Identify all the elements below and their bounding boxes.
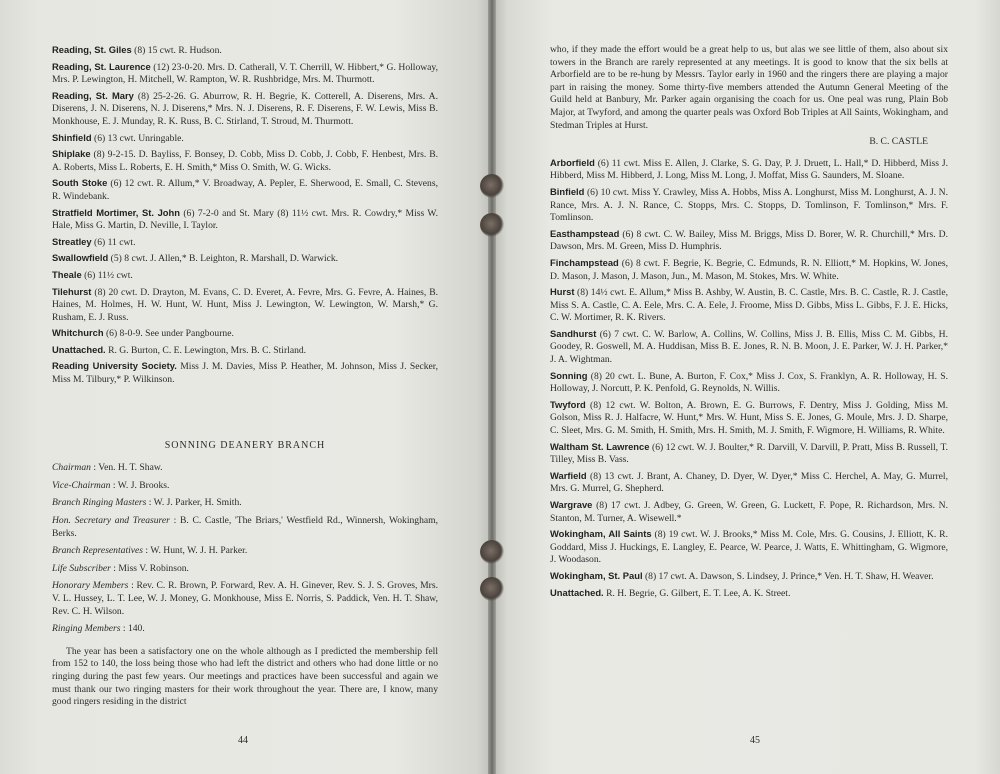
tower-entry [550, 157, 948, 183]
tower-details: R. G. Burton, C. E. Lewington, Mrs. B. C. Stirland. [108, 344, 307, 356]
left-column [52, 44, 438, 709]
tower-details: (8) 17 cwt. A. Dawson, S. Lindsey, J. Prince,* Ven. H. T. Shaw, H. Weaver. [644, 570, 934, 582]
tower-entry [550, 570, 948, 584]
officer-role: Ringing Members [52, 623, 121, 635]
tower-name: Reading, St. Laurence [52, 60, 151, 72]
left-page [0, 0, 492, 774]
tower-entry [52, 286, 438, 325]
tower-details: (8) 15 cwt. R. Hudson. [134, 45, 222, 56]
binding-staple [480, 540, 504, 564]
officer-role: Chairman [52, 462, 91, 474]
tower-details: (12) 23-0-20. Mrs. D. Catherall, V. T. Cherrill, W. Hibbert,* G. Holloway, Mrs. P. Lewington, H. Mitchell, W. Rampton, W. R. Rushbridge, Mrs. M. Thurmott. [52, 61, 439, 86]
officer-role: Vice-Chairman [52, 479, 111, 491]
tower-name: Shinfield [52, 131, 92, 143]
tower-name: Hurst [550, 286, 575, 298]
tower-name: Theale [52, 268, 82, 280]
binding-staple [480, 174, 504, 198]
tower-entry [550, 399, 948, 438]
officer-role: Branch Ringing Masters [52, 497, 147, 509]
page-number-left: 44 [238, 735, 248, 746]
tower-details: Miss J. M. Davies, Miss P. Heather, M. Johnson, Miss J. Secker, Miss M. Tilbury,* P. Wilkinson. [52, 361, 439, 386]
binding-staple [480, 577, 504, 601]
tower-entry [52, 44, 438, 58]
tower-name: Finchampstead [550, 256, 619, 268]
officer-names: Ven. H. T. Shaw. [98, 462, 163, 474]
tower-name: Twyford [550, 398, 586, 410]
tower-details: (6) 12 cwt. R. Allum,* V. Broadway, A. Pepler, E. Sherwood, E. Small, C. Stevens, R. Windebank. [52, 178, 438, 202]
tower-entry [52, 61, 438, 87]
tower-details: (8) 17 cwt. J. Adbey, G. Green, W. Green, G. Luckett, F. Pope, R. Richardson, Mrs. N. Stanton, M. Turner, A. Wisewell.* [550, 500, 948, 524]
tower-entry [52, 252, 438, 266]
officer-line: Life Subscriber : Miss V. Robinson. [52, 562, 189, 574]
tower-entry [550, 228, 948, 254]
tower-name: Wokingham, St. Paul [550, 569, 643, 581]
tower-name: Warfield [550, 469, 587, 481]
tower-entry [550, 470, 948, 496]
tower-name: Streatley [52, 235, 92, 247]
tower-entry [52, 207, 438, 233]
tower-name: Easthampstead [550, 227, 620, 239]
tower-details: (6) 8-0-9. See under Pangbourne. [105, 328, 234, 340]
officer-list [52, 462, 438, 636]
officer-role: Honorary Members [52, 580, 129, 592]
officer-line: Hon. Secretary and Treasurer : B. C. Castle, 'The Briars,' Westfield Rd., Winnersh, Wokingham, Berks. [52, 515, 439, 539]
tower-entry [52, 236, 438, 250]
tower-details: (8) 9-2-15. D. Bayliss, F. Bonsey, D. Cobb, Miss D. Cobb, J. Cobb, F. Henbest, Mrs. B. A. Roberts, Miss L. Roberts, E. H. Smith,* Miss O. Smith, W. G. Wicks. [52, 149, 438, 173]
tower-name: Wokingham, All Saints [550, 528, 652, 540]
signature: B. C. CASTLE [869, 136, 928, 148]
tower-details: R. H. Begrie, G. Gilbert, E. T. Lee, A. K. Street. [606, 587, 791, 599]
tower-details: (8) 12 cwt. W. Bolton, A. Brown, E. G. Burrows, F. Dentry, Miss J. Golding, Miss M. Golson, Miss R. J. Halfacre, W. Hunt,* Mrs. W. Hunt, Miss S. E. Jones, G. Moule, Mrs. J. D. Sharpe, C. Sleet, Mrs. G. M. Smith, H. Smith, Mrs. H. Smith, M. J. Smith, F. Wigmore, H. Williams, R. White. [550, 399, 948, 437]
tower-entry [550, 286, 948, 325]
tower-entry [52, 360, 438, 386]
tower-details: (6) 7 cwt. C. W. Barlow, A. Collins, W. Collins, Miss J. B. Ellis, Miss C. M. Gibbs, H. Goodey, R. Goswell, M. A. Huddisan, Miss B. E. Jones, R. N. B. Moon, J. E. Parker, W. J. H. Parker,* J. A. Wightman. [550, 328, 948, 366]
tower-details: (5) 8 cwt. J. Allen,* B. Leighton, R. Marshall, D. Warwick. [110, 253, 339, 265]
book-gutter [488, 0, 496, 774]
tower-name: Binfield [550, 185, 585, 197]
officer-role: Life Subscriber [52, 562, 111, 574]
tower-name: Whitchurch [52, 327, 104, 339]
tower-name: Reading, St. Mary [52, 89, 134, 101]
tower-details: (8) 14½ cwt. E. Allum,* Miss B. Ashby, W. Austin, B. C. Castle, Mrs. B. C. Castle, R. J. Castle, Miss S. A. Castle, C. A. Eele, Mrs. C. A. Eele, J. Froome, Miss D. Gibbs, Miss L. Gibbs, F. J. E. Hicks, C. W. Mortimer, R. K. Rivers. [550, 287, 948, 324]
tower-entry [52, 269, 438, 283]
report-paragraph-start: The year has been a satisfactory one on the whole although as I predicted the membership fell from 152 to 140, the loss being those who had left the district and others who had done little or no ringing during the past few years. Our meetings and practices have been successful and again we must thank our two ringing masters for their work throughout the year. There are, I know, many good ringers residing in the district [52, 645, 438, 708]
tower-entry [550, 499, 948, 525]
officer-line: Vice-Chairman : W. J. Brooks. [52, 479, 170, 491]
tower-details: (6) 11 cwt. [94, 236, 136, 248]
binding-staple [480, 213, 504, 237]
tower-name: Tilehurst [52, 285, 92, 297]
tower-entry [550, 528, 948, 567]
right-tower-list [550, 157, 948, 600]
tower-name: Waltham St. Lawrence [550, 440, 650, 452]
tower-name: Arborfield [550, 156, 595, 168]
tower-entry [550, 186, 948, 225]
officer-names: W. J. Parker, H. Smith. [153, 497, 242, 509]
tower-details: (6) 8 cwt. C. W. Bailey, Miss M. Briggs, Miss D. Borer, W. R. Churchill,* Mrs. D. Dawson, Mrs. M. Green, Miss D. Humphris. [550, 228, 948, 253]
officer-role: Branch Representatives [52, 545, 144, 557]
officer-names: W. Hunt, W. J. H. Parker. [150, 545, 248, 557]
tower-entry [550, 257, 948, 283]
right-column [550, 44, 948, 603]
tower-entry [52, 148, 438, 174]
tower-name: Shiplake [52, 148, 91, 160]
tower-entry [52, 344, 438, 358]
branch-title: SONNING DEANERY BRANCH [164, 439, 326, 451]
officer-line: Branch Ringing Masters : W. J. Parker, H. Smith. [52, 497, 242, 509]
tower-details: (8) 20 cwt. L. Bune, A. Burton, F. Cox,* Miss J. Cox, S. Franklyn, A. R. Holloway, H. S. Holloway, J. Norcutt, P. K. Penfold, G. Reynolds, N. Willis. [550, 370, 948, 395]
officer-line: Chairman : Ven. H. T. Shaw. [52, 462, 163, 474]
left-tower-list [52, 44, 438, 387]
tower-entry [52, 90, 438, 129]
tower-name: Unattached. [550, 586, 604, 598]
tower-name: Swallowfield [52, 252, 109, 264]
tower-details: (6) 7-2-0 and St. Mary (8) 11½ cwt. Mrs. R. Cowdry,* Miss W. Hale, Miss G. Martin, D. Neville, I. Taylor. [52, 207, 438, 232]
tower-details: (8) 20 cwt. D. Drayton, M. Evans, C. D. Everet, A. Fevre, Mrs. G. Fevre, A. Haines, B. Haines, M. Holmes, H. W. Hunt, W. Hunt, Miss J. Lewington, W. Lewington, W. Marsh,* G. Rusham, E. J. Russ. [52, 286, 438, 323]
officer-names: Miss V. Robinson. [118, 562, 189, 574]
officer-line: Ringing Members : 140. [52, 623, 145, 635]
tower-entry [550, 370, 948, 396]
tower-name: Sandhurst [550, 327, 597, 339]
tower-name: Unattached. [52, 343, 106, 355]
tower-name: Wargrave [550, 499, 593, 510]
tower-entry [52, 177, 438, 203]
right-page [492, 0, 1000, 774]
tower-details: (8) 13 cwt. J. Brant, A. Chaney, D. Dyer, W. Dyer,* Miss C. Herchel, A. May, G. Murrel, Mrs. G. Murrel, G. Shepherd. [550, 470, 948, 495]
tower-entry [52, 132, 438, 146]
report-paragraph-end: who, if they made the effort would be a great help to us, but alas we see little of them, also about six towers in the Branch are rarely represented at any meetings. It is good to know that the six bells at Arborfield are to be re-hung by Messrs. Taylor early in 1960 and the ringers there are playing a major part in raising the money. Some thirty-five members attended the Autumn General Meeting of the Guild held at Banbury, Mr. Parker again organising the coach for us. One peal was rung, Plain Bob Major, at Twyford, and among the quarter peals was Oxford Bob Triples at All Saints, Wokingham, and Stedman Triples at Hurst. [550, 44, 948, 131]
tower-name: Reading, St. Giles [52, 44, 132, 55]
tower-details: (8) 25-2-26. G. Aburrow, R. H. Begrie, K. Cotterell, A. Diserens, Mrs. A. Diserens, J. N. Diserens, N. J. Diserens,* Mrs. N. J. Diserens, R. F. Diserens, F. W. Lewis, Miss B. Monkhouse, E. J. Munday, R. K. Russ, B. C. Stirland, T. Stroud, M. Thurmott. [52, 90, 438, 127]
officer-names: 140. [127, 623, 145, 635]
tower-entry [550, 441, 948, 467]
tower-name: Reading University Society. [52, 360, 177, 372]
officer-names: B. C. Castle, 'The Briars,' Westfield Rd., Winnersh, Wokingham, Berks. [52, 515, 439, 539]
tower-details: (6) 11 cwt. Miss E. Allen, J. Clarke, S. G. Day, P. J. Druett, L. Hall,* D. Hibberd, Miss J. Hibberd, Miss M. Hibberd, J. Long, Miss M. Long, J. Moffat, Miss G. Saunders, M. Sloane. [550, 157, 948, 182]
tower-details: (6) 12 cwt. W. J. Boulter,* R. Darvill, V. Darvill, P. Pratt, Miss B. Russell, T. Tilley, Miss B. Vass. [550, 441, 949, 466]
tower-entry [550, 328, 948, 367]
officer-names: W. J. Brooks. [117, 479, 170, 491]
tower-details: (6) 8 cwt. F. Begrie, K. Begrie, C. Edmunds, R. N. Elliott,* M. Hopkins, W. Jones, D. Mason, J. Mason, J. Mason, Jun., M. Mason, M. Stokes, Mrs. W. White. [550, 257, 948, 282]
officer-role: Hon. Secretary and Treasurer [52, 515, 170, 527]
tower-details: (6) 11½ cwt. [84, 269, 133, 281]
officer-line: Branch Representatives : W. Hunt, W. J. H. Parker. [52, 545, 248, 557]
officer-names: Rev. C. R. Brown, P. Forward, Rev. A. H. Ginever, Rev. S. J. S. Groves, Mrs. V. L. Hussey, L. T. Lee, W. J. Money, G. Monkhouse, Miss E. Norris, S. Paddick, Ven. H. T. Shaw, Rev. C. H. Wilson. [52, 580, 438, 617]
officer-line: Honorary Members : Rev. C. R. Brown, P. Forward, Rev. A. H. Ginever, Rev. S. J. S. Groves, Mrs. V. L. Hussey, L. T. Lee, W. J. Money, G. Monkhouse, Miss E. Norris, S. Paddick, Ven. H. T. Shaw, Rev. C. H. Wilson. [52, 580, 438, 617]
tower-name: Sonning [550, 369, 588, 381]
tower-details: (6) 13 cwt. Unringable. [94, 132, 184, 144]
tower-name: Stratfield Mortimer, St. John [52, 206, 180, 218]
tower-details: (8) 19 cwt. W. J. Brooks,* Miss M. Cole, Mrs. G. Cousins, J. Elliott, K. R. Goddard, Miss J. Huckings, E. Langley, E. Pearce, W. Pearce, J. Watts, E. Whittingham, G. Wigmore, J. Woodason. [550, 529, 948, 566]
tower-name: South Stoke [52, 177, 108, 189]
tower-details: (6) 10 cwt. Miss Y. Crawley, Miss A. Hobbs, Miss A. Longhurst, Miss M. Longhurst, A. J. N. Rance, Mrs. A. J. N. Rance, C. Stopps, Mrs. C. Stopps, D. Tomlinson, F. Tomlinson,* Mrs. F. Tomlinson. [550, 186, 948, 224]
tower-entry [550, 587, 948, 601]
tower-entry [52, 327, 438, 341]
page-number-right: 45 [750, 735, 760, 746]
